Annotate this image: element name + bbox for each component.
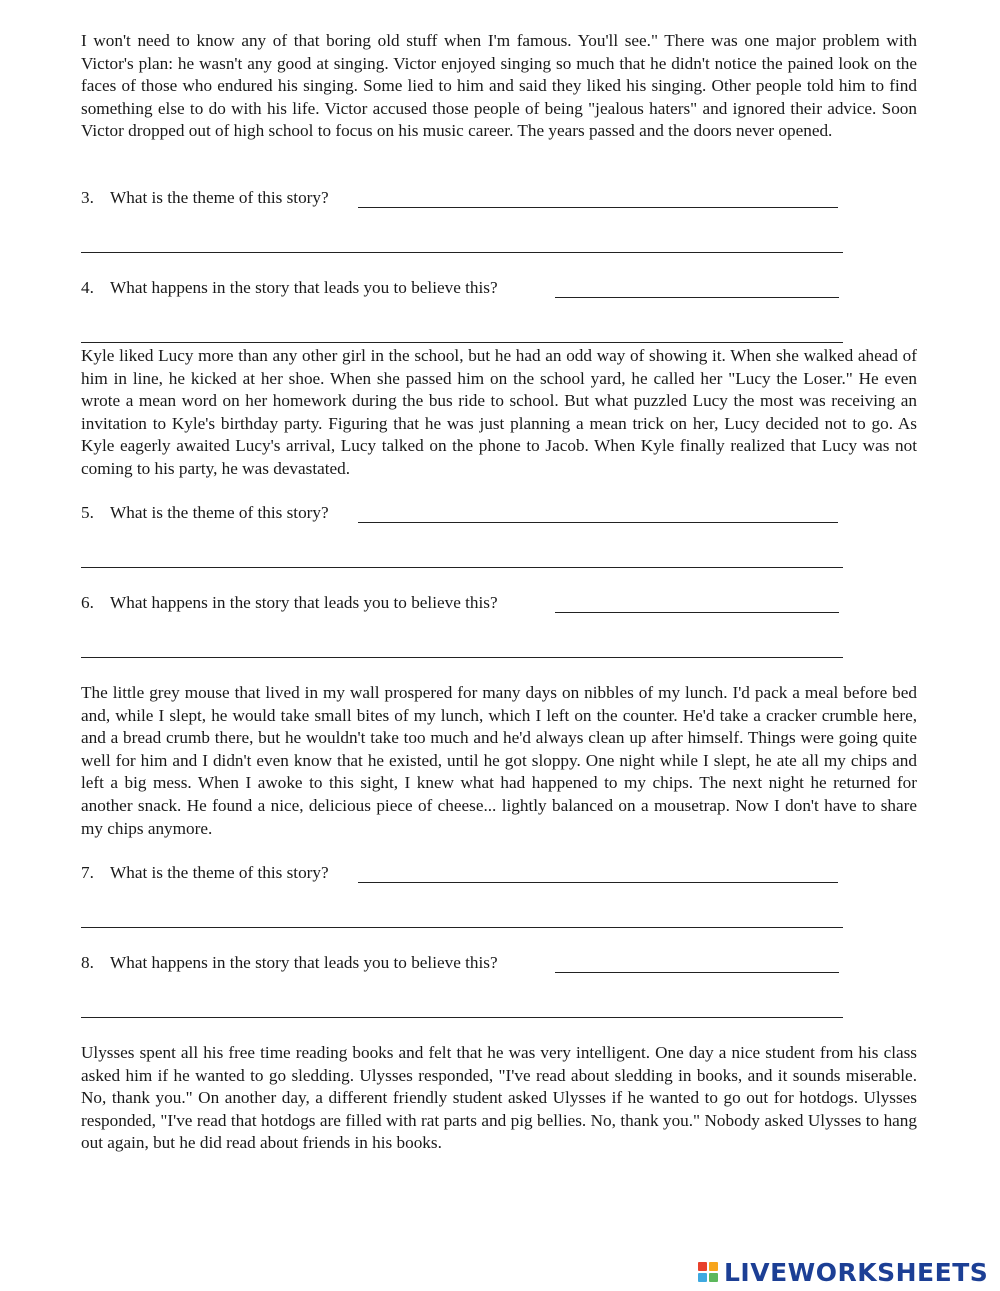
answer-blank-6a[interactable] [555,612,839,613]
question-4 [81,277,861,299]
answer-line-6b[interactable] [81,657,843,658]
answer-blank-3a[interactable] [358,207,838,208]
question-number: 4. [81,278,94,297]
question-number: 8. [81,953,94,972]
question-text: What happens in the story that leads you to believe this? [110,953,498,972]
answer-blank-5a[interactable] [358,522,838,523]
question-text: What is the theme of this story? [110,863,329,882]
passage-mouse: The little grey mouse that lived in my wall prospered for many days on nibbles of my lunch. I'd pack a meal before bed and, while I slept, he would take small bites of my lunch, which I left on the counter. He'd take a cracker crumble here, and a bread crumb there, but he wouldn't take too much and he'd always clean up after himself. Things were going quite well for him and I didn't even know that he existed, until he got sloppy. One night while I slept, he ate all my chips and left a big mess. When I awoke to this sight, I knew what had happened to my chips. The next night he returned for another snack. He found a nice, delicious piece of cheese... lightly balanced on a mousetrap. Now I don't have to share my chips anymore. [81,683,917,838]
answer-line-3b[interactable] [81,252,843,253]
question-text: What happens in the story that leads you to believe this? [110,593,498,612]
answer-blank-7a[interactable] [358,882,838,883]
passage-kyle-lucy: Kyle liked Lucy more than any other girl in the school, but he had an odd way of showing it. When she walked ahead of him in line, he kicked at her shoe. When she passed him on the school yard, he called her "Lucy the Loser." He even wrote a mean word on her homework during the bus ride to school. But what puzzled Lucy the most was receiving an invitation to Kyle's birthday party. Figuring that he was just planning a mean trick on her, Lucy decided not to go. As Kyle eagerly awaited Lucy's arrival, Lucy talked on the phone to Jacob. When Kyle finally realized that Lucy was not coming to his party, he was devastated. [81,346,917,478]
question-number: 7. [81,863,94,882]
answer-blank-8a[interactable] [555,972,839,973]
answer-blank-4a[interactable] [555,297,839,298]
question-text: What happens in the story that leads you to believe this? [110,278,498,297]
answer-line-5b[interactable] [81,567,843,568]
question-3 [81,187,861,209]
logo-blocks-icon [698,1262,718,1282]
answer-line-7b[interactable] [81,927,843,928]
question-number: 6. [81,593,94,612]
question-7 [81,862,861,884]
answer-line-4b[interactable] [81,342,843,343]
question-number: 5. [81,503,94,522]
question-8 [81,952,861,974]
question-number: 3. [81,188,94,207]
logo-text: LIVEWORKSHEETS [724,1257,989,1287]
question-6 [81,592,861,614]
passage-victor: I won't need to know any of that boring old stuff when I'm famous. You'll see." There was one major problem with Victor's plan: he wasn't any good at singing. Victor enjoyed singing so much that he didn't notice the pained look on the faces of those who endured his singing. Some lied to him and said they liked his singing. Other people told him to find something else to do with his life. Victor accused those people of being "jealous haters" and ignored their advice. Soon Victor dropped out of high school to focus on his music career. The years passed and the doors never opened. [81,31,917,141]
answer-line-8b[interactable] [81,1017,843,1018]
passage-ulysses: Ulysses spent all his free time reading books and felt that he was very intelligent. One day a nice student from his class asked him if he wanted to go sledding. Ulysses responded, "I've read about sledding in books, and it sounds miserable. No, thank you." On another day, a different friendly student asked Ulysses if he wanted to go out for hotdogs. Ulysses responded, "I've read that hotdogs are filled with rat parts and pig bellies. No, thank you." Nobody asked Ulysses to hang out again, but he did read about friends in his books. [81,1043,917,1153]
liveworksheets-logo [698,1257,992,1287]
question-5 [81,502,861,524]
question-text: What is the theme of this story? [110,188,329,207]
question-text: What is the theme of this story? [110,503,329,522]
